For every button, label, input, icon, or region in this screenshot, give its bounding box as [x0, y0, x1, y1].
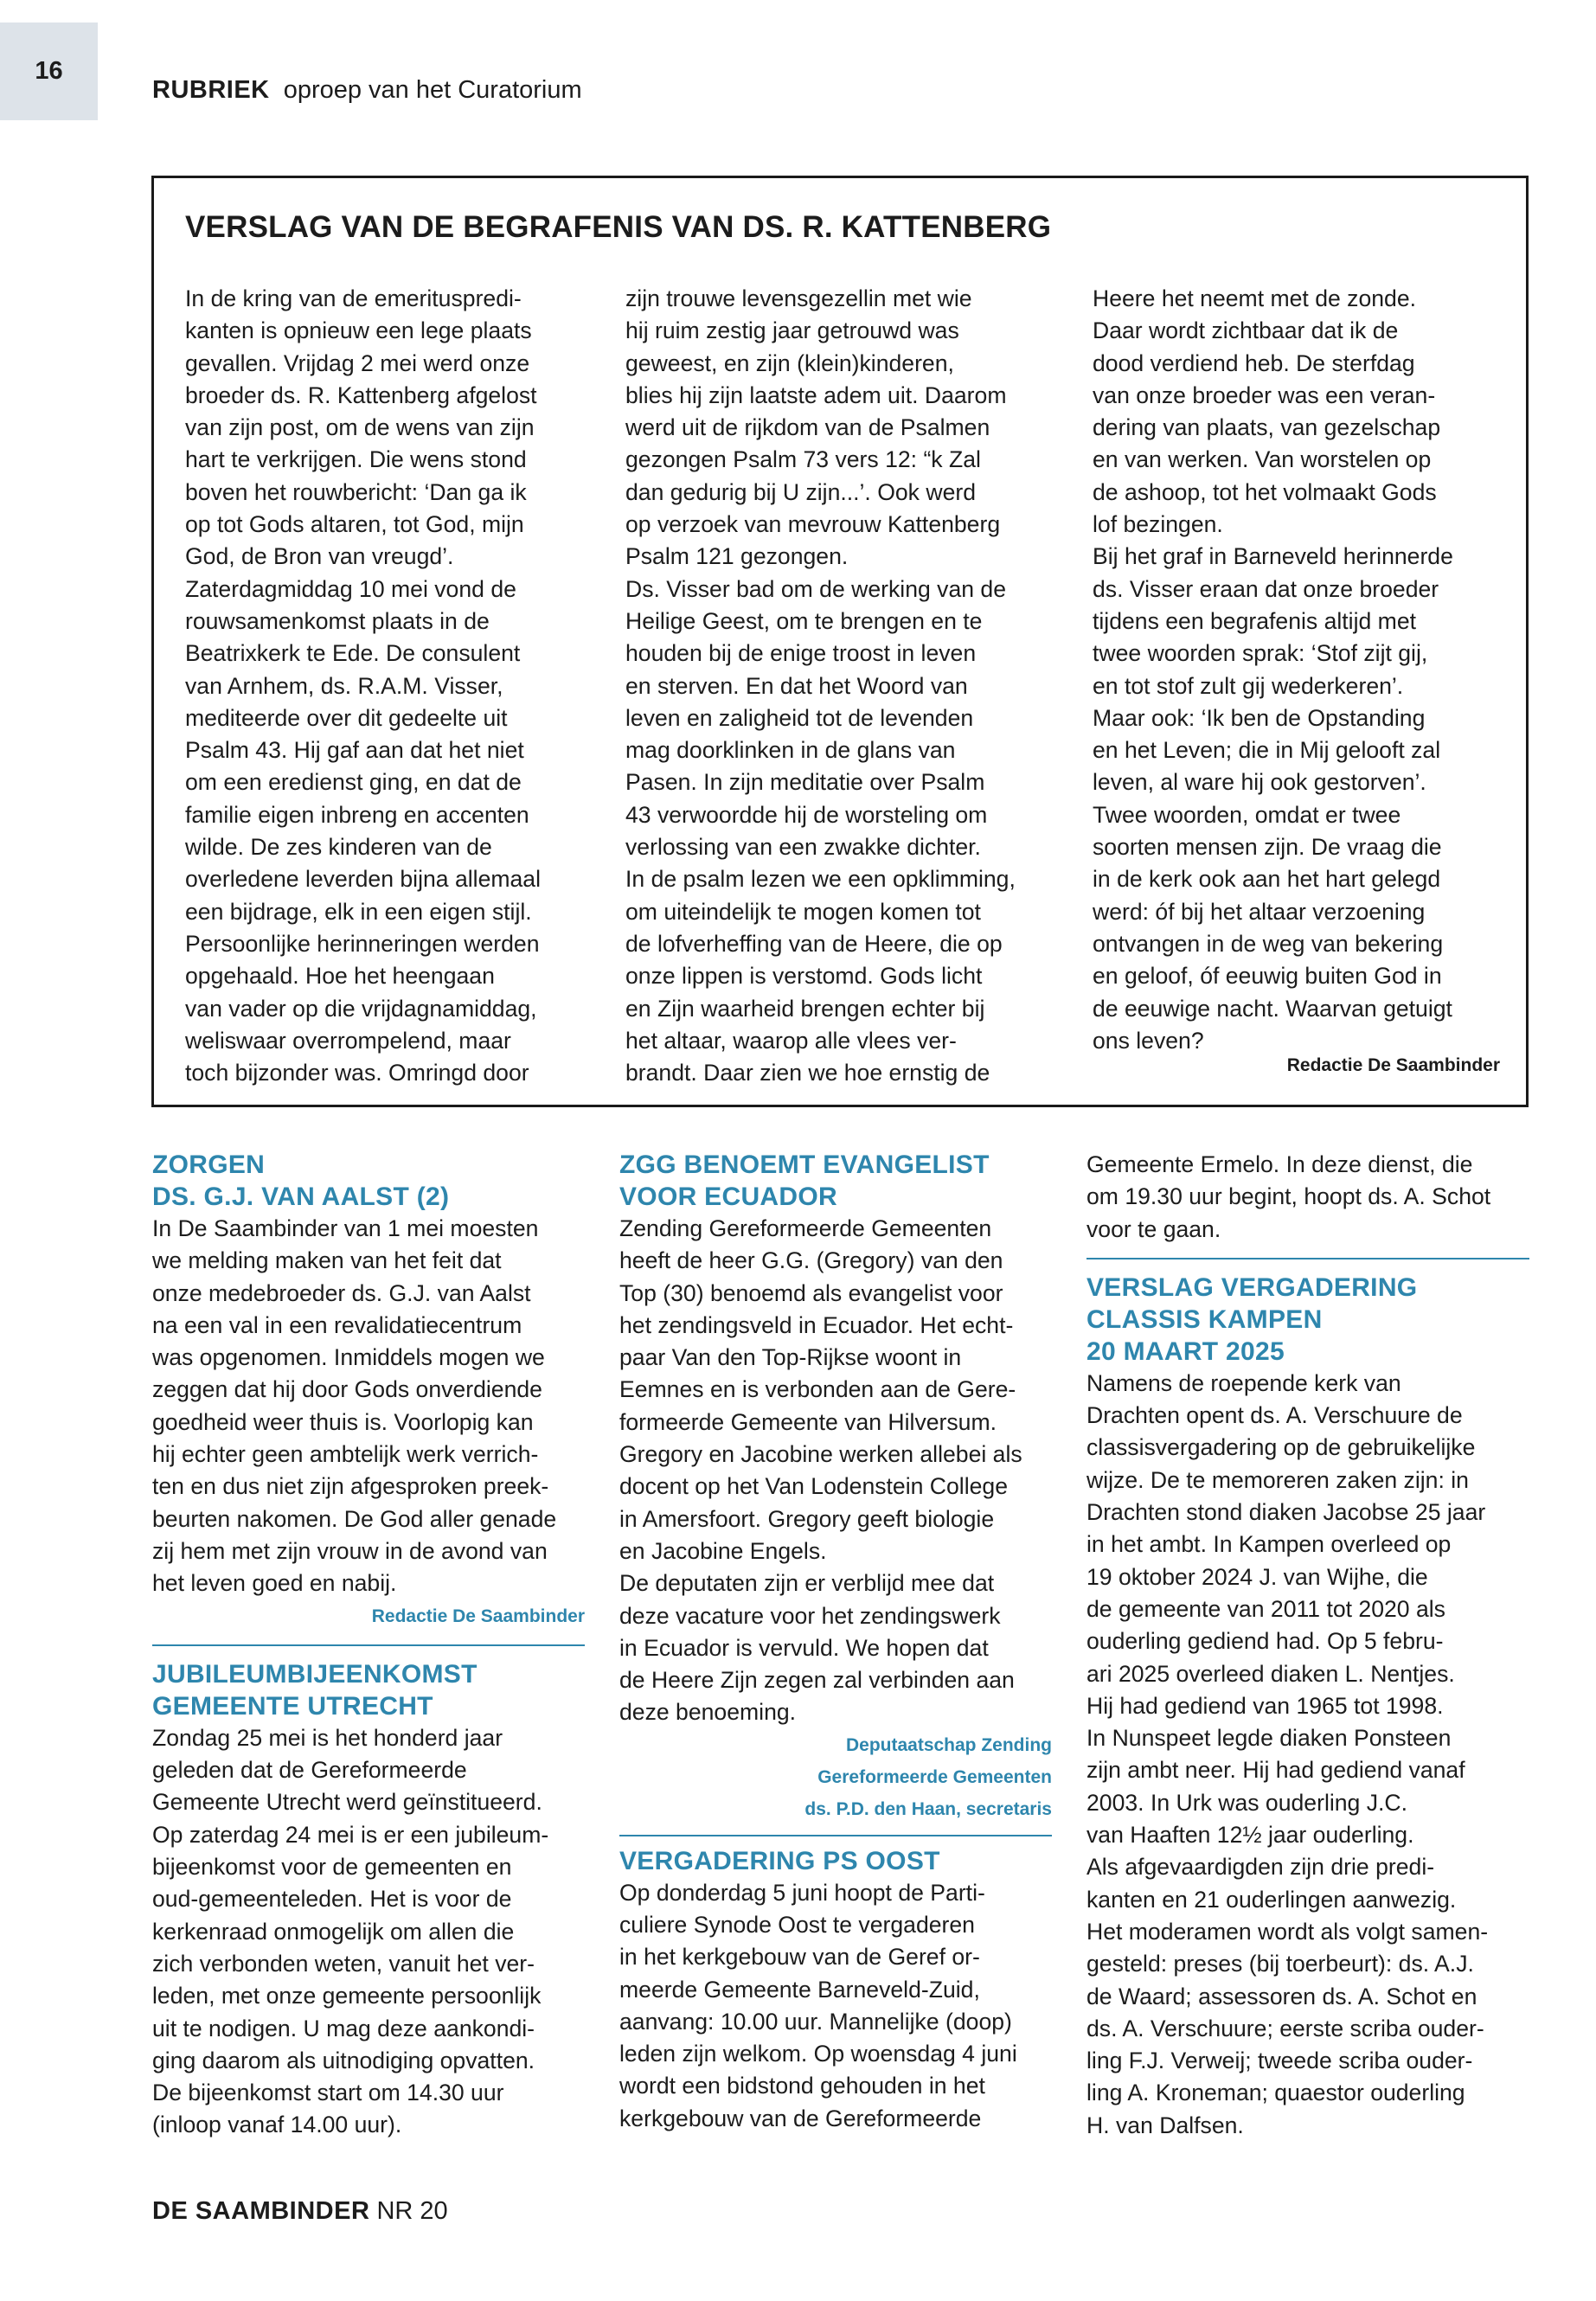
text-line: goedheid weer thuis is. Voorlopig kan	[152, 1408, 534, 1435]
text-line: Bij het graf in Barneveld herinnerde	[1093, 543, 1453, 570]
text-line: dan gedurig bij U zijn...’. Ook werd	[625, 478, 977, 505]
text-line: (inloop vanaf 14.00 uur).	[152, 2112, 402, 2138]
text-line: en Jacobine Engels.	[619, 1537, 827, 1564]
text-line: tijdens een begrafenis altijd met	[1093, 607, 1417, 634]
text-line: kerkgebouw van de Gereformeerde	[619, 2105, 982, 2131]
text-line: Psalm 121 gezongen.	[625, 543, 849, 570]
text-line: In Nunspeet legde diaken Ponsteen	[1086, 1725, 1452, 1752]
text-line: om een eredienst ging, en dat de	[185, 769, 522, 796]
text-line: toch bijzonder was. Omringd door	[185, 1060, 529, 1086]
page-footer	[152, 2197, 448, 2226]
text-line: Deputaatschap Zending	[845, 1734, 1052, 1755]
text-line: Pasen. In zijn meditatie over Psalm	[625, 769, 985, 796]
text-line: DS. G.J. VAN AALST (2)	[152, 1183, 450, 1211]
text-line: was opgenomen. Inmiddels mogen we	[152, 1344, 545, 1371]
text-line: leden zijn welkom. Op woensdag 4 juni	[619, 2041, 1017, 2067]
text-line: de Waard; assessoren ds. A. Schot en	[1086, 1983, 1477, 2009]
text-line: ontvangen in de weg van bekering	[1093, 930, 1444, 957]
feature-column-2	[625, 283, 1016, 1089]
rubric-subtitle: oproep van het Curatorium	[283, 76, 582, 104]
text-line: ouderling gediend had. Op 5 febru-	[1086, 1628, 1444, 1655]
text-line: bijeenkomst voor de gemeenten en	[152, 1854, 512, 1881]
text-line: JUBILEUMBIJEENKOMST	[152, 1659, 478, 1689]
text-line: wordt een bidstond gehouden in het	[619, 2073, 985, 2099]
text-line: Drachten stond diaken Jacobse 25 jaar	[1086, 1499, 1486, 1526]
text-line: formeerde Gemeente van Hilversum.	[619, 1408, 997, 1435]
divider	[152, 1644, 585, 1646]
text-line: ds. Visser eraan dat onze broeder	[1093, 575, 1439, 602]
text-line: in het kerkgebouw van de Geref or-	[619, 1944, 980, 1971]
feature-title: VERSLAG VAN DE BEGRAFENIS VAN DS. R. KATTENBERG	[185, 210, 1052, 244]
text-line: ons leven?	[1093, 1027, 1204, 1054]
text-line: en tot stof zult gij wederkeren’.	[1093, 672, 1404, 699]
text-line: CLASSIS KAMPEN	[1086, 1304, 1323, 1334]
text-line: om uiteindelijk te mogen komen tot	[625, 898, 981, 925]
text-line: verlossing van een zwakke dichter.	[625, 834, 981, 861]
text-line: en Zijn waarheid brengen echter bij	[625, 995, 985, 1022]
feature-column-3	[1093, 283, 1453, 1057]
article-continued	[1086, 1149, 1529, 2142]
text-line: van vader op die vrijdagnamiddag,	[185, 995, 537, 1022]
text-line: om 19.30 uur begint, hoopt ds. A. Schot	[1086, 1183, 1491, 1210]
text-line: zijn trouwe levensgezellin met wie	[625, 285, 972, 311]
text-line: en sterven. En dat het Woord van	[625, 672, 968, 699]
text-line: wijze. De te memoreren zaken zijn: in	[1086, 1466, 1469, 1493]
text-line: mediteerde over dit gedeelte uit	[185, 704, 508, 731]
text-line: de ashoop, tot het volmaakt Gods	[1093, 478, 1437, 505]
text-line: GEMEENTE UTRECHT	[152, 1691, 433, 1721]
text-line: gezongen Psalm 73 vers 12: “k Zal	[625, 446, 981, 473]
text-line: van Haaften 12½ jaar ouderling.	[1086, 1822, 1414, 1849]
text-line: Gemeente Ermelo. In deze dienst, die	[1086, 1151, 1473, 1177]
text-line: Heere het neemt met de zonde.	[1093, 285, 1417, 311]
text-line: Gemeente Utrecht werd geïnstitueerd.	[152, 1789, 542, 1816]
text-line: Ds. Visser bad om de werking van de	[625, 575, 1007, 602]
text-line: gevallen. Vrijdag 2 mei werd onze	[185, 349, 530, 376]
text-line: Zaterdagmiddag 10 mei vond de	[185, 575, 516, 602]
text-line: blies hij zijn laatste adem uit. Daarom	[625, 381, 1007, 408]
text-line: op tot Gods altaren, tot God, mijn	[185, 511, 524, 538]
text-line: ds. A. Verschuure; eerste scriba ouder-	[1086, 2015, 1484, 2041]
text-line: 2003. In Urk was ouderling J.C.	[1086, 1789, 1408, 1816]
text-line: van zijn post, om de wens van zijn	[185, 414, 535, 441]
text-line: twee woorden sprak: ‘Stof zijt gij,	[1093, 640, 1428, 667]
text-line: en van werken. Van worstelen op	[1093, 446, 1432, 473]
text-line: in het ambt. In Kampen overleed op	[1086, 1531, 1452, 1558]
text-line: leden, met onze gemeente persoonlijk	[152, 1983, 542, 2009]
article-zgg	[619, 1149, 1052, 2135]
text-line: ling A. Kroneman; quaestor ouderling	[1086, 2080, 1465, 2106]
text-line: en geloof, óf eeuwig buiten God in	[1093, 963, 1442, 990]
text-line: soorten mensen zijn. De vraag die	[1093, 834, 1442, 861]
text-line: weliswaar overrompelend, maar	[185, 1027, 511, 1054]
text-line: de gemeente van 2011 tot 2020 als	[1086, 1595, 1445, 1622]
page-number: 16	[0, 22, 98, 120]
text-line: VERSLAG VERGADERING	[1086, 1272, 1418, 1302]
text-line: Drachten opent ds. A. Verschuure de	[1086, 1402, 1463, 1429]
text-line: familie eigen inbreng en accenten	[185, 801, 529, 828]
text-line: Top (30) benoemd als evangelist voor	[619, 1279, 1003, 1306]
text-line: dering van plaats, van gezelschap	[1093, 414, 1441, 441]
text-line: broeder ds. R. Kattenberg afgelost	[185, 381, 537, 408]
text-line: onze medebroeder ds. G.J. van Aalst	[152, 1279, 531, 1306]
text-line: In de psalm lezen we een opklimming,	[625, 866, 1016, 893]
text-line: leven en zaligheid tot de levenden	[625, 704, 974, 731]
text-line: oud-gemeenteleden. Het is voor de	[152, 1886, 512, 1913]
text-line: brandt. Daar zien we hoe ernstig de	[625, 1060, 990, 1086]
text-line: In de kring van de emerituspredi-	[185, 285, 522, 311]
divider	[619, 1835, 1052, 1836]
jubileum-body	[152, 1722, 585, 2142]
psoost-title	[619, 1845, 1052, 1877]
text-line: leven, al ware hij ook gestorven’.	[1093, 769, 1426, 796]
text-line: Beatrixkerk te Ede. De consulent	[185, 640, 521, 667]
zorgen-body	[152, 1213, 585, 1600]
text-line: boven het rouwbericht: ‘Dan ga ik	[185, 478, 527, 505]
text-line: in Amersfoort. Gregory geeft biologie	[619, 1505, 995, 1532]
text-line: lof bezingen.	[1093, 511, 1223, 538]
kampen-body	[1086, 1368, 1529, 2142]
text-line: kerkenraad onmogelijk om allen die	[152, 1918, 515, 1945]
zorgen-credit: Redactie De Saambinder	[371, 1606, 585, 1626]
text-line: rouwsamenkomst plaats in de	[185, 607, 490, 634]
text-line: de Heere Zijn zegen zal verbinden aan	[619, 1667, 1015, 1694]
feature-credit: Redactie De Saambinder	[1286, 1055, 1500, 1075]
text-line: culiere Synode Oost te vergaderen	[619, 1911, 975, 1938]
feature-column-1	[185, 283, 541, 1089]
text-line: het zendingsveld in Ecuador. Het echt-	[619, 1311, 1014, 1338]
text-line: Op donderdag 5 juni hoopt de Parti-	[619, 1879, 985, 1906]
article-zorgen	[152, 1149, 585, 2142]
text-line: zeggen dat hij door Gods onverdiende	[152, 1376, 542, 1403]
text-line: VERGADERING PS OOST	[619, 1846, 940, 1875]
text-line: mag doorklinken in de glans van	[625, 737, 956, 764]
text-line: classisvergadering op de gebruikelijke	[1086, 1434, 1476, 1461]
zgg-title	[619, 1149, 1052, 1213]
text-line: hart te verkrijgen. Die wens stond	[185, 446, 527, 473]
text-line: Namens de roepende kerk van	[1086, 1369, 1401, 1396]
text-line: Gereformeerde Gemeenten	[817, 1767, 1052, 1788]
text-line: Zending Gereformeerde Gemeenten	[619, 1215, 992, 1241]
text-line: beurten nakomen. De God aller genade	[152, 1505, 557, 1532]
zgg-body	[619, 1213, 1052, 1729]
text-line: deze vacature voor het zendingswerk	[619, 1602, 1001, 1629]
text-line: zijn ambt neer. Hij had gediend vanaf	[1086, 1757, 1465, 1784]
text-line: God, de Bron van vreugd’.	[185, 543, 454, 570]
zgg-credit	[619, 1729, 1052, 1826]
text-line: ds. P.D. den Haan, secretaris	[804, 1799, 1052, 1820]
text-line: van Arnhem, ds. R.A.M. Visser,	[185, 672, 503, 699]
text-line: Zondag 25 mei is het honderd jaar	[152, 1724, 503, 1751]
text-line: De deputaten zijn er verblijd mee dat	[619, 1570, 995, 1597]
text-line: voor te gaan.	[1086, 1215, 1221, 1242]
text-line: hij ruim zestig jaar getrouwd was	[625, 317, 959, 344]
text-line: ZORGEN	[152, 1150, 266, 1179]
text-line: ging daarom als uitnodiging opvatten.	[152, 2047, 535, 2073]
text-line: wilde. De zes kinderen van de	[185, 834, 492, 861]
text-line: Hij had gediend van 1965 tot 1998.	[1086, 1692, 1444, 1719]
issue-number: NR 20	[376, 2197, 448, 2225]
text-line: houden bij de enige troost in leven	[625, 640, 977, 667]
text-line: De bijeenkomst start om 14.30 uur	[152, 2080, 504, 2106]
text-line: van onze broeder was een veran-	[1093, 381, 1436, 408]
text-line: hij echter geen ambtelijk werk verrich-	[152, 1441, 539, 1468]
zorgen-title	[152, 1149, 585, 1213]
text-line: we melding maken van het feit dat	[152, 1247, 502, 1274]
text-line: en het Leven; die in Mij gelooft zal	[1093, 737, 1441, 764]
text-line: Heilige Geest, om te brengen en te	[625, 607, 983, 634]
divider	[1086, 1258, 1529, 1259]
text-line: in de kerk ook aan het hart gelegd	[1093, 866, 1441, 893]
text-line: dood verdiend heb. De sterfdag	[1093, 349, 1415, 376]
text-line: het altaar, waarop alle vlees ver-	[625, 1027, 957, 1054]
text-line: 43 verwoordde hij de worsteling om	[625, 801, 988, 828]
text-line: Persoonlijke herinneringen werden	[185, 930, 540, 957]
text-line: in Ecuador is vervuld. We hopen dat	[619, 1634, 989, 1661]
text-line: Op zaterdag 24 mei is er een jubileum-	[152, 1821, 549, 1848]
text-line: meerde Gemeente Barneveld-Zuid,	[619, 1976, 980, 2003]
text-line: In De Saambinder van 1 mei moesten	[152, 1215, 539, 1241]
text-line: werd: óf bij het altaar verzoening	[1093, 898, 1426, 925]
text-line: kanten en 21 ouderlingen aanwezig.	[1086, 1886, 1457, 1913]
text-line: paar Van den Top-Rijkse woont in	[619, 1344, 962, 1371]
text-line: zij hem met zijn vrouw in de avond van	[152, 1537, 548, 1564]
text-line: ZGG BENOEMT EVANGELIST	[619, 1150, 990, 1179]
rubric-label: RUBRIEK	[152, 76, 270, 104]
text-line: geweest, en zijn (klein)kinderen,	[625, 349, 954, 376]
text-line: onze lippen is verstomd. Gods licht	[625, 963, 983, 990]
text-line: Eemnes en is verbonden aan de Gere-	[619, 1376, 1016, 1403]
text-line: overledene leverden bijna allemaal	[185, 866, 541, 893]
section-header	[152, 76, 582, 105]
text-line: Twee woorden, omdat er twee	[1093, 801, 1401, 828]
text-line: een bijdrage, elk in een eigen stijl.	[185, 898, 532, 925]
text-line: docent op het Van Lodenstein College	[619, 1473, 1008, 1500]
text-line: Maar ook: ‘Ik ben de Opstanding	[1093, 704, 1426, 731]
text-line: deze benoeming.	[619, 1699, 797, 1726]
kampen-title	[1086, 1272, 1529, 1368]
psoost-continued	[1086, 1149, 1529, 1246]
text-line: zich verbonden weten, vanuit het ver-	[152, 1950, 535, 1977]
text-line: uit te nodigen. U mag deze aankondi-	[152, 2015, 535, 2041]
text-line: op verzoek van mevrouw Kattenberg	[625, 511, 1001, 538]
text-line: ari 2025 overleed diaken L. Nentjes.	[1086, 1660, 1455, 1687]
text-line: heeft de heer G.G. (Gregory) van den	[619, 1247, 1003, 1274]
text-line: aanvang: 10.00 uur. Mannelijke (doop)	[619, 2008, 1012, 2035]
text-line: gesteld: preses (bij toerbeurt): ds. A.J.	[1086, 1951, 1474, 1977]
text-line: geleden dat de Gereformeerde	[152, 1757, 467, 1784]
text-line: de eeuwige nacht. Waarvan getuigt	[1093, 995, 1452, 1022]
text-line: Psalm 43. Hij gaf aan dat het niet	[185, 737, 524, 764]
text-line: ten en dus niet zijn afgesproken preek-	[152, 1473, 549, 1500]
text-line: VOOR ECUADOR	[619, 1183, 837, 1211]
text-line: Gregory en Jacobine werken allebei als	[619, 1441, 1022, 1468]
jubileum-title	[152, 1658, 585, 1722]
text-line: ling F.J. Verweij; tweede scriba ouder-	[1086, 2048, 1473, 2074]
magazine-name: DE SAAMBINDER	[152, 2197, 370, 2225]
text-line: kanten is opnieuw een lege plaats	[185, 317, 532, 344]
text-line: de lofverheffing van de Heere, die op	[625, 930, 1003, 957]
feature-article-box	[151, 176, 1529, 1107]
text-line: het leven goed en nabij.	[152, 1570, 397, 1597]
text-line: H. van Dalfsen.	[1086, 2112, 1244, 2138]
psoost-body	[619, 1877, 1052, 2135]
text-line: werd uit de rijkdom van de Psalmen	[625, 414, 990, 441]
text-line: 19 oktober 2024 J. van Wijhe, die	[1086, 1563, 1428, 1590]
text-line: opgehaald. Hoe het heengaan	[185, 963, 495, 990]
text-line: 20 MAART 2025	[1086, 1336, 1285, 1366]
text-line: na een val in een revalidatiecentrum	[152, 1311, 522, 1338]
text-line: Daar wordt zichtbaar dat ik de	[1093, 317, 1399, 344]
text-line: Het moderamen wordt als volgt samen-	[1086, 1918, 1489, 1945]
text-line: Als afgevaardigden zijn drie predi-	[1086, 1854, 1435, 1881]
